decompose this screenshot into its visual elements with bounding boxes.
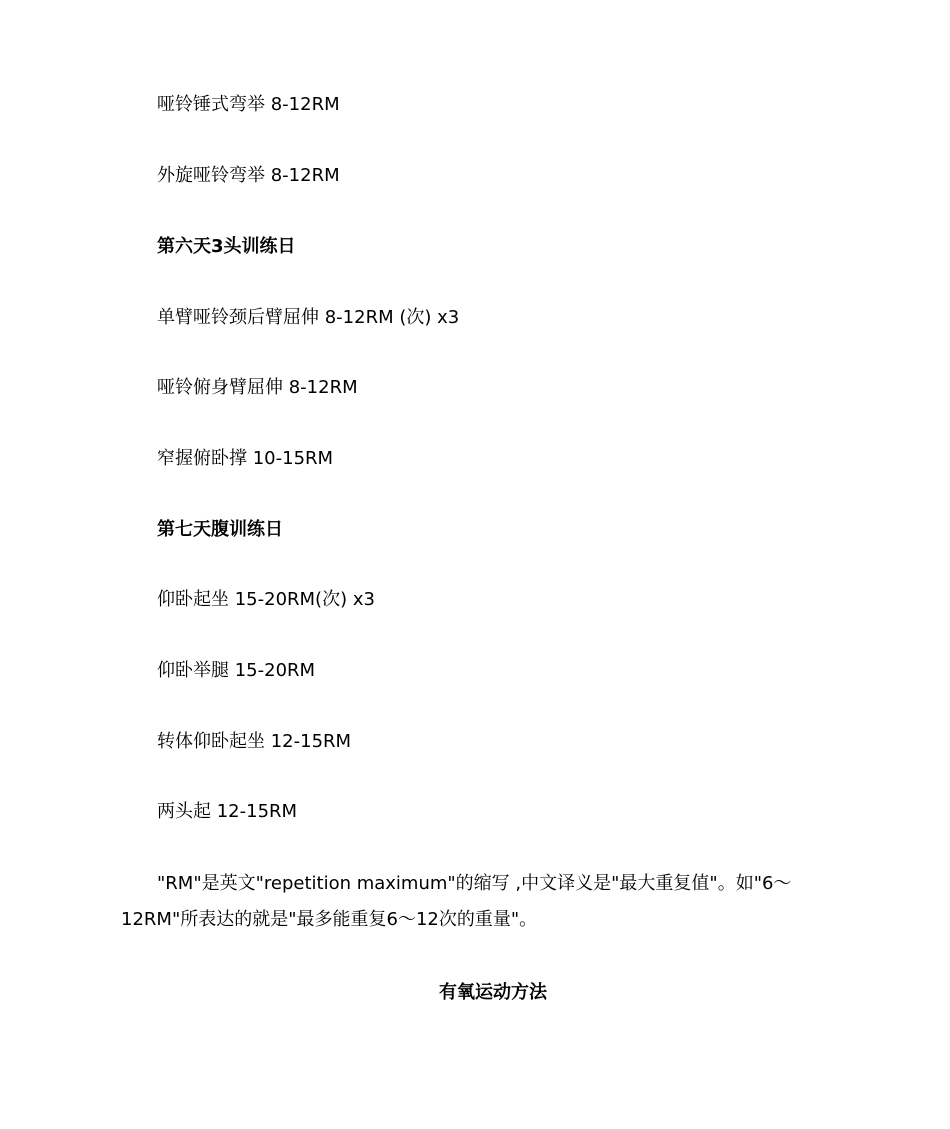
exercise-line: 单臂哑铃颈后臂屈伸 8-12RM (次) x3 [157,307,460,328]
exercise-line: 窄握俯卧撑 10-15RM [157,448,334,469]
exercise-line: 哑铃俯身臂屈伸 8-12RM [157,377,358,398]
section-heading: 有氧运动方法 [439,982,547,1003]
exercise-line: 仰卧起坐 15-20RM(次) x3 [157,589,375,610]
day-heading: 第七天腹训练日 [157,519,283,540]
exercise-line: 外旋哑铃弯举 8-12RM [157,165,340,186]
exercise-line: 哑铃锤式弯举 8-12RM [157,94,340,115]
exercise-line: 仰卧举腿 15-20RM [157,660,316,681]
rm-note-paragraph: "RM"是英文"repetition maximum"的缩写 ,中文译义是"最大重复值"。如"6～12RM"所表达的就是"最多能重复6～12次的重量"。 [121,873,792,930]
exercise-line: 转体仰卧起坐 12-15RM [157,731,352,752]
exercise-line: 两头起 12-15RM [157,801,298,822]
day-heading: 第六天3头训练日 [157,236,296,257]
